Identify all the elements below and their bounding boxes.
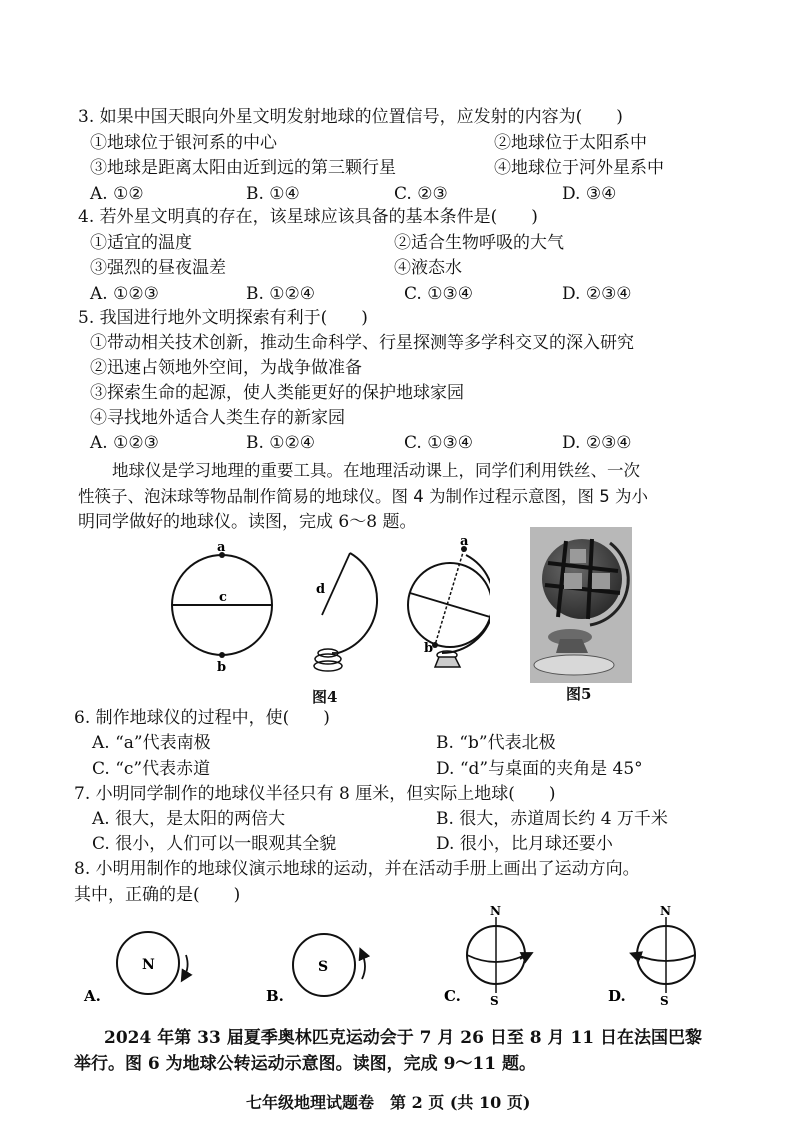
point-b [219, 652, 225, 658]
q4-option-3: ③强烈的昼夜温差 [90, 258, 226, 278]
intro-paragraph-line-1: 地球仪是学习地理的重要工具。在地理活动课上，同学们利用铁丝、一次 [112, 461, 640, 480]
q3-choice-d: D. ③④ [562, 184, 617, 204]
q5-option-4: ④寻找地外适合人类生存的新家园 [90, 408, 345, 428]
q4-choice-c: C. ①③④ [404, 284, 473, 304]
svg-text:S: S [490, 994, 499, 1008]
figure-4-diagram [160, 535, 490, 690]
axis-wire [322, 553, 350, 615]
q5-choice-d: D. ②③④ [562, 433, 632, 453]
q5-option-3: ③探索生命的起源，使人类能更好的保护地球家园 [90, 383, 464, 403]
q3-choice-c: C. ②③ [394, 184, 448, 204]
q5-choice-a: A. ①②③ [90, 433, 159, 453]
globe-stand [435, 657, 460, 667]
svg-text:B.: B. [266, 987, 284, 1005]
svg-text:N: N [490, 905, 501, 918]
figure-5-globe-photo [530, 527, 632, 683]
q3-stem: 3. 如果中国天眼向外星文明发射地球的位置信号，应发射的内容为( ) [78, 107, 623, 127]
svg-text:a: a [460, 535, 469, 549]
label-c: c [219, 590, 227, 605]
q5-option-2: ②迅速占领地外空间，为战争做准备 [90, 358, 362, 378]
q4-option-4: ④液态水 [394, 258, 462, 278]
svg-text:S: S [660, 994, 669, 1008]
svg-text:S: S [318, 959, 329, 975]
q4-option-1: ①适宜的温度 [90, 233, 192, 253]
q5-choice-c: C. ①③④ [404, 433, 473, 453]
page-footer: 七年级地理试题卷 第 2 页 (共 10 页) [246, 1093, 531, 1112]
svg-text:N: N [142, 957, 155, 973]
q4-choice-a: A. ①②③ [90, 284, 159, 304]
q4-choice-d: D. ②③④ [562, 284, 632, 304]
q6-option-a: A. “a”代表南极 [92, 733, 211, 753]
q8-option-d-diagram [608, 905, 695, 1008]
q6-option-d: D. “d”与桌面的夹角是 45° [436, 759, 643, 779]
q8-option-a-diagram [83, 932, 188, 1005]
stand-base [314, 661, 342, 671]
label-b: b [217, 660, 227, 675]
q3-option-2: ②地球位于太阳系中 [494, 133, 647, 153]
svg-text:A.: A. [84, 987, 101, 1005]
intro-paragraph-line-2: 性筷子、泡沫球等物品制作简易的地球仪。图 4 为制作过程示意图，图 5 为小 [78, 487, 648, 506]
q5-stem: 5. 我国进行地外文明探索有利于( ) [78, 308, 368, 328]
label-d: d [316, 582, 326, 597]
svg-text:b: b [424, 641, 434, 656]
label-a: a [217, 540, 226, 555]
q8-option-b-diagram [266, 934, 365, 1005]
q4-choice-b: B. ①②④ [246, 284, 316, 304]
q5-option-1: ①带动相关技术创新，推动生命科学、行星探测等多学科交叉的深入研究 [90, 333, 634, 353]
svg-text:C.: C. [444, 987, 461, 1005]
q3-option-3: ③地球是距离太阳由近到远的第三颗行星 [90, 158, 396, 178]
q3-option-4: ④地球位于河外星系中 [494, 158, 664, 178]
intro2-paragraph-line-1: 2024 年第 33 届夏季奥林匹克运动会于 7 月 26 日至 8 月 11 日在法国巴黎 [104, 1028, 703, 1048]
q3-choice-b: B. ①④ [246, 184, 300, 204]
q8-stem-line-1: 8. 小明用制作的地球仪演示地球的运动，并在活动手册上画出了运动方向。 [74, 859, 640, 879]
svg-text:D.: D. [608, 987, 626, 1005]
q7-option-c: C. 很小，人们可以一眼观其全貌 [92, 834, 337, 854]
q4-stem: 4. 若外星文明真的存在，该星球应该具备的基本条件是( ) [78, 207, 538, 227]
q7-option-a: A. 很大，是太阳的两倍大 [92, 809, 286, 829]
intro2-paragraph-line-2: 举行。图 6 为地球公转运动示意图。读图，完成 9～11 题。 [74, 1054, 536, 1074]
q7-stem: 7. 小明同学制作的地球仪半径只有 8 厘米，但实际上地球( ) [74, 784, 556, 804]
q6-option-b: B. “b”代表北极 [436, 733, 556, 753]
q7-option-b: B. 很大，赤道周长约 4 万千米 [436, 809, 668, 829]
q3-choice-a: A. ①② [90, 184, 144, 204]
q3-option-1: ①地球位于银河系的中心 [90, 133, 277, 153]
q6-stem: 6. 制作地球仪的过程中，使( ) [74, 708, 330, 728]
q5-choice-b: B. ①②④ [246, 433, 316, 453]
q4-option-2: ②适合生物呼吸的大气 [394, 233, 564, 253]
q8-rotation-diagrams [80, 905, 720, 1010]
svg-text:N: N [660, 905, 671, 918]
figure-4-caption: 图4 [312, 688, 338, 706]
figure-5-caption: 图5 [566, 685, 592, 703]
q8-stem-line-2: 其中，正确的是( ) [74, 885, 241, 905]
q6-option-c: C. “c”代表赤道 [92, 759, 211, 779]
q8-option-c-diagram [444, 905, 528, 1008]
intro-paragraph-line-3: 明同学做好的地球仪。读图，完成 6～8 题。 [78, 512, 417, 532]
q7-option-d: D. 很小，比月球还要小 [436, 834, 613, 854]
